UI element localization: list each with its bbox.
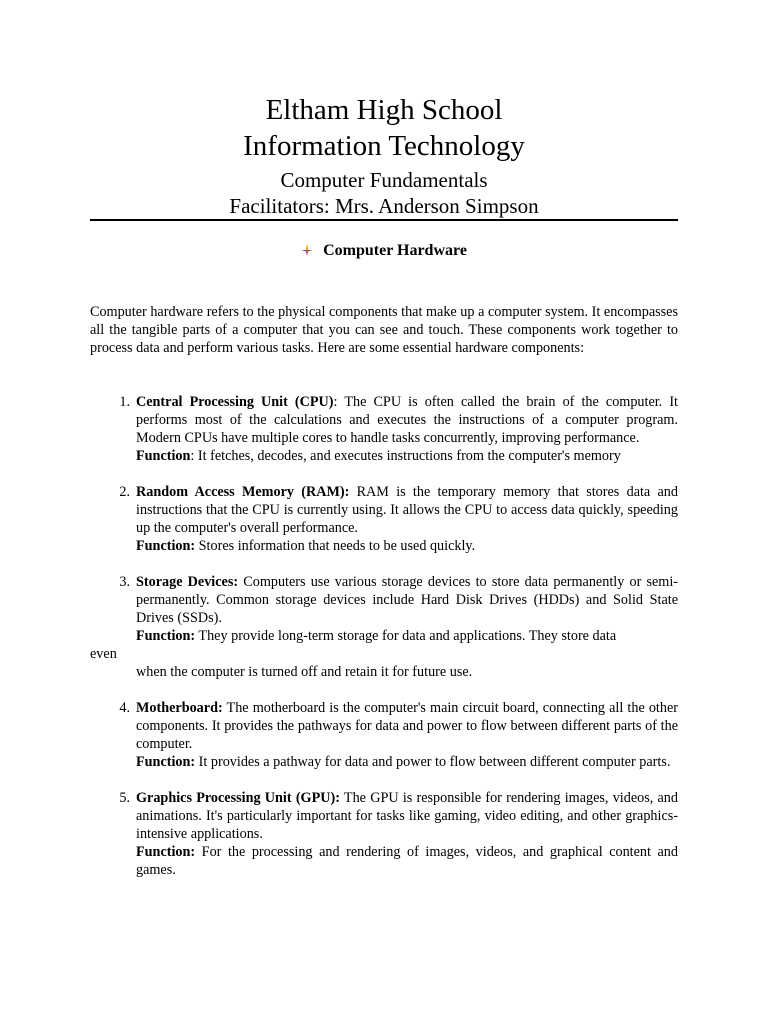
list-item-ram <box>90 483 678 555</box>
list-item-motherboard <box>90 699 678 771</box>
function-continued: when the computer is turned off and retain it for future use. <box>136 664 473 680</box>
item-function <box>136 447 678 465</box>
four-color-bullet-icon <box>301 244 313 256</box>
list-number: 5. <box>119 790 130 806</box>
item-description <box>136 573 678 627</box>
item-text: The motherboard is the computer's main circuit board, connecting all the other components. It provides the pathways for data and power to flow between different parts of the computer. <box>136 700 678 752</box>
item-description <box>136 393 678 447</box>
function-text: It fetches, decodes, and executes instructions from the computer's memory <box>194 448 621 464</box>
function-text: It provides a pathway for data and power to flow between different computer parts. <box>195 754 671 770</box>
function-label: Function: <box>136 538 196 554</box>
function-text: Stores information that needs to be used quickly. <box>195 538 476 554</box>
item-text: RAM is the temporary memory that stores data and instructions that the CPU is currently using. It allows the CPU to access data quickly, speeding up the computer's overall performance. <box>136 484 678 536</box>
function-text: For the processing and rendering of images, videos, and graphical content and games. <box>136 844 678 878</box>
function-label: Function: <box>136 628 196 644</box>
item-term: Motherboard: <box>136 700 223 716</box>
facilitators: Facilitators: Mrs. Anderson Simpson <box>229 194 539 218</box>
header-divider <box>90 219 678 221</box>
section-heading <box>90 241 678 261</box>
item-term: Storage Devices: <box>136 574 239 590</box>
list-number: 3. <box>119 574 130 590</box>
item-function <box>136 753 678 771</box>
course-name: Computer Fundamentals <box>280 168 488 192</box>
list-item-gpu <box>90 789 678 879</box>
item-text: The CPU is often called the brain of the computer. It performs most of the calculations and executes the instructions of a computer program. Modern CPUs have multiple cores to handle tasks concurrently, improving performance. <box>136 394 678 446</box>
list-item-storage <box>90 573 678 681</box>
document-header <box>90 92 678 219</box>
item-text: The GPU is responsible for rendering images, videos, and animations. It's particularly important for tasks like gaming, video editing, and other graphics-intensive applications. <box>136 790 678 842</box>
function-text: They provide long-term storage for data and applications. They store data <box>195 628 617 644</box>
function-sep: : <box>190 448 195 464</box>
list-item-cpu <box>90 393 678 465</box>
item-term: Graphics Processing Unit (GPU): <box>136 790 340 806</box>
item-function <box>136 627 678 645</box>
intro-paragraph: Computer hardware refers to the physical components that make up a computer system. It encompasses all the tangible parts of a computer that you can see and touch. These components work together to process data and perform various tasks. Here are some essential hardware components: <box>90 304 678 356</box>
item-description <box>136 483 678 537</box>
item-description <box>136 789 678 843</box>
school-name: Eltham High School <box>265 94 503 126</box>
function-label: Function <box>136 448 191 464</box>
hardware-list <box>90 393 678 897</box>
list-number: 1. <box>119 394 130 410</box>
list-number: 2. <box>119 484 130 500</box>
item-term-sep: : <box>333 394 338 410</box>
item-function <box>136 843 678 879</box>
item-term: Central Processing Unit (CPU) <box>136 394 334 410</box>
function-label: Function: <box>136 754 196 770</box>
section-title: Computer Hardware <box>323 242 467 259</box>
item-text: Computers use various storage devices to store data permanently or semi-permanently. Common storage devices include Hard Disk Drives (HDDs) and Solid State Drives (SSDs). <box>136 574 678 626</box>
item-description <box>136 699 678 753</box>
function-overflow: even <box>90 646 117 662</box>
item-term: Random Access Memory (RAM): <box>136 484 350 500</box>
department-name: Information Technology <box>243 130 525 162</box>
list-number: 4. <box>119 700 130 716</box>
function-label: Function: <box>136 844 196 860</box>
item-function <box>136 537 678 555</box>
